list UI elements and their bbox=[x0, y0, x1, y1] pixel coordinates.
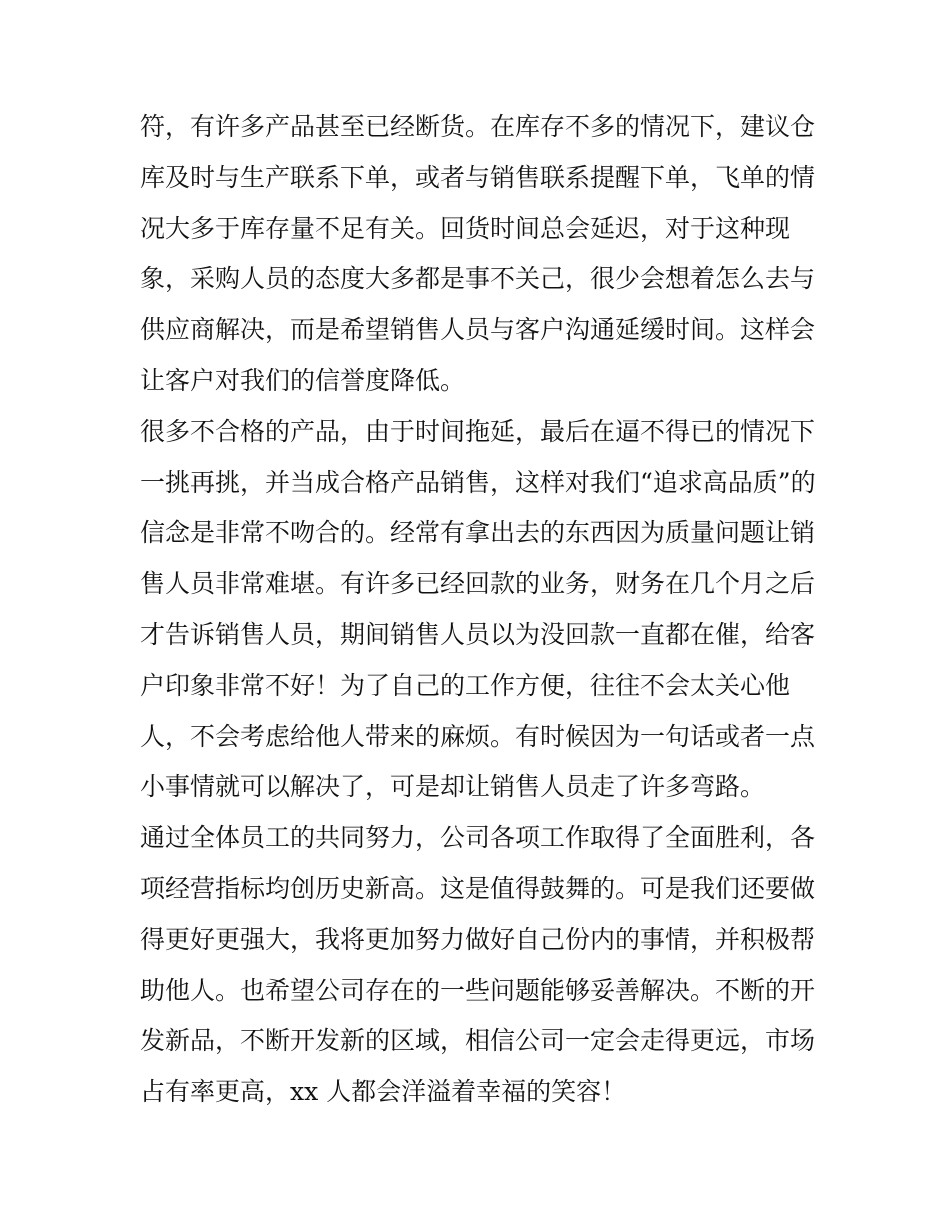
text-line: 供应商解决，而是希望销售人员与客户沟通延缓时间。这样会 bbox=[140, 315, 816, 345]
paragraph-2 bbox=[140, 407, 820, 813]
text-line: 一挑再挑，并当成合格产品销售，这样对我们“追求高品质”的 bbox=[140, 467, 816, 497]
text-line: 库及时与生产联系下单，或者与销售联系提醒下单，飞单的情 bbox=[140, 162, 816, 192]
text-line: 很多不合格的产品，由于时间拖延，最后在逼不得已的情况下 bbox=[140, 416, 816, 446]
paragraph-3 bbox=[140, 813, 820, 1118]
text-line: 售人员非常难堪。有许多已经回款的业务，财务在几个月之后 bbox=[140, 569, 816, 599]
text-line: 让客户对我们的信誉度降低。 bbox=[140, 365, 466, 395]
text-line: 小事情就可以解决了，可是却让销售人员走了许多弯路。 bbox=[140, 772, 766, 802]
text-line: 人，不会考虑给他人带来的麻烦。有时候因为一句话或者一点 bbox=[140, 721, 816, 751]
paragraph-1 bbox=[140, 102, 820, 407]
text-line: 项经营指标均创历史新高。这是值得鼓舞的。可是我们还要做 bbox=[140, 873, 816, 903]
text-line: 才告诉销售人员，期间销售人员以为没回款一直都在催，给客 bbox=[140, 619, 816, 649]
text-line: 信念是非常不吻合的。经常有拿出去的东西因为质量问题让销 bbox=[140, 518, 816, 548]
text-line: 况大多于库存量不足有关。回货时间总会延迟，对于这种现 bbox=[140, 213, 791, 243]
text-line: 占有率更高，xx 人都会洋溢着幸福的笑容！ bbox=[140, 1077, 627, 1107]
text-line: 象，采购人员的态度大多都是事不关己，很少会想着怎么去与 bbox=[140, 264, 816, 294]
text-line: 发新品，不断开发新的区域，相信公司一定会走得更远，市场 bbox=[140, 1026, 816, 1056]
text-line: 助他人。也希望公司存在的一些问题能够妥善解决。不断的开 bbox=[140, 975, 816, 1005]
text-line: 户印象非常不好！为了自己的工作方便，往往不会太关心他 bbox=[140, 670, 791, 700]
text-line: 得更好更强大，我将更加努力做好自己份内的事情，并积极帮 bbox=[140, 924, 816, 954]
body-text bbox=[140, 102, 820, 1118]
text-line: 符，有许多产品甚至已经断货。在库存不多的情况下，建议仓 bbox=[140, 112, 816, 141]
text-line: 通过全体员工的共同努力，公司各项工作取得了全面胜利，各 bbox=[140, 823, 816, 853]
